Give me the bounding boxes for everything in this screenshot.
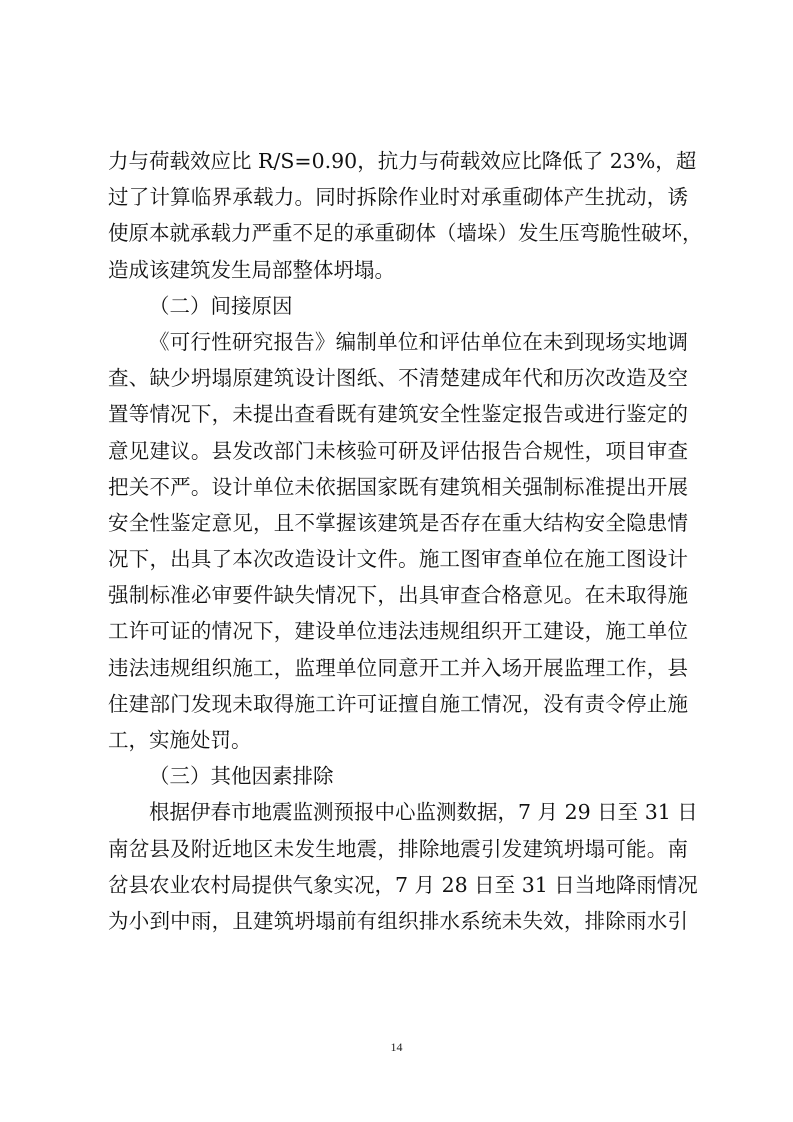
paragraph-line: 为小到中雨，且建筑坍塌前有组织排水系统未失效，排除雨水引 [108,908,688,933]
paragraph-line: 南岔县及附近地区未发生地震，排除地震引发建筑坍塌可能。南 [108,836,688,861]
paragraph-line: 安全性鉴定意见，且不掌握该建筑是否存在重大结构安全隐患情 [108,510,688,535]
paragraph-line: 把关不严。设计单位未依据国家既有建筑相关强制标准提出开展 [108,474,688,499]
paragraph-line: 根据伊春市地震监测预报中心监测数据，7 月 29 日至 31 日 [149,800,698,825]
paragraph-line: 工，实施处罚。 [108,728,252,752]
paragraph-line: 住建部门发现未取得施工许可证擅自施工情况，没有责令停止施 [108,691,688,716]
paragraph-line: 工许可证的情况下，建设单位违法违规组织开工建设，施工单位 [108,619,688,644]
paragraph-line: 力与荷载效应比 R/S=0.90，抗力与荷载效应比降低了 23%，超 [108,149,697,173]
paragraph-line: 强制标准必审要件缺失情况下，出具审查合格意见。在未取得施 [108,583,688,608]
paragraph-line: 岔县农业农村局提供气象实况，7 月 28 日至 31 日当地降雨情况 [108,872,698,897]
body-text [108,143,703,939]
paragraph-line: 意见建议。县发改部门未核验可研及评估报告合规性，项目审查 [108,438,688,463]
paragraph-line: 过了计算临界承载力。同时拆除作业时对承重砌体产生扰动，诱 [108,185,688,210]
paragraph-line: 置等情况下，未提出查看既有建筑安全性鉴定报告或进行鉴定的 [108,402,688,427]
paragraph-line: 使原本就承载力严重不足的承重砌体（墙垛）发生压弯脆性破坏， [108,221,703,246]
section-heading-other-factors: （三）其他因素排除 [149,764,334,789]
paragraph-line: 违法违规组织施工，监理单位同意开工并入场开展监理工作，县 [108,655,688,680]
paragraph-line: 造成该建筑发生局部整体坍塌。 [108,257,395,282]
section-heading-indirect-causes: （二）间接原因 [149,293,293,318]
page-number: 14 [390,1040,403,1054]
paragraph-line: 《可行性研究报告》编制单位和评估单位在未到现场实地调 [149,329,688,354]
paragraph-line: 况下，出具了本次改造设计文件。施工图审查单位在施工图设计 [108,547,688,572]
paragraph-line: 查、缺少坍塌原建筑设计图纸、不清楚建成年代和历次改造及空 [108,366,688,391]
